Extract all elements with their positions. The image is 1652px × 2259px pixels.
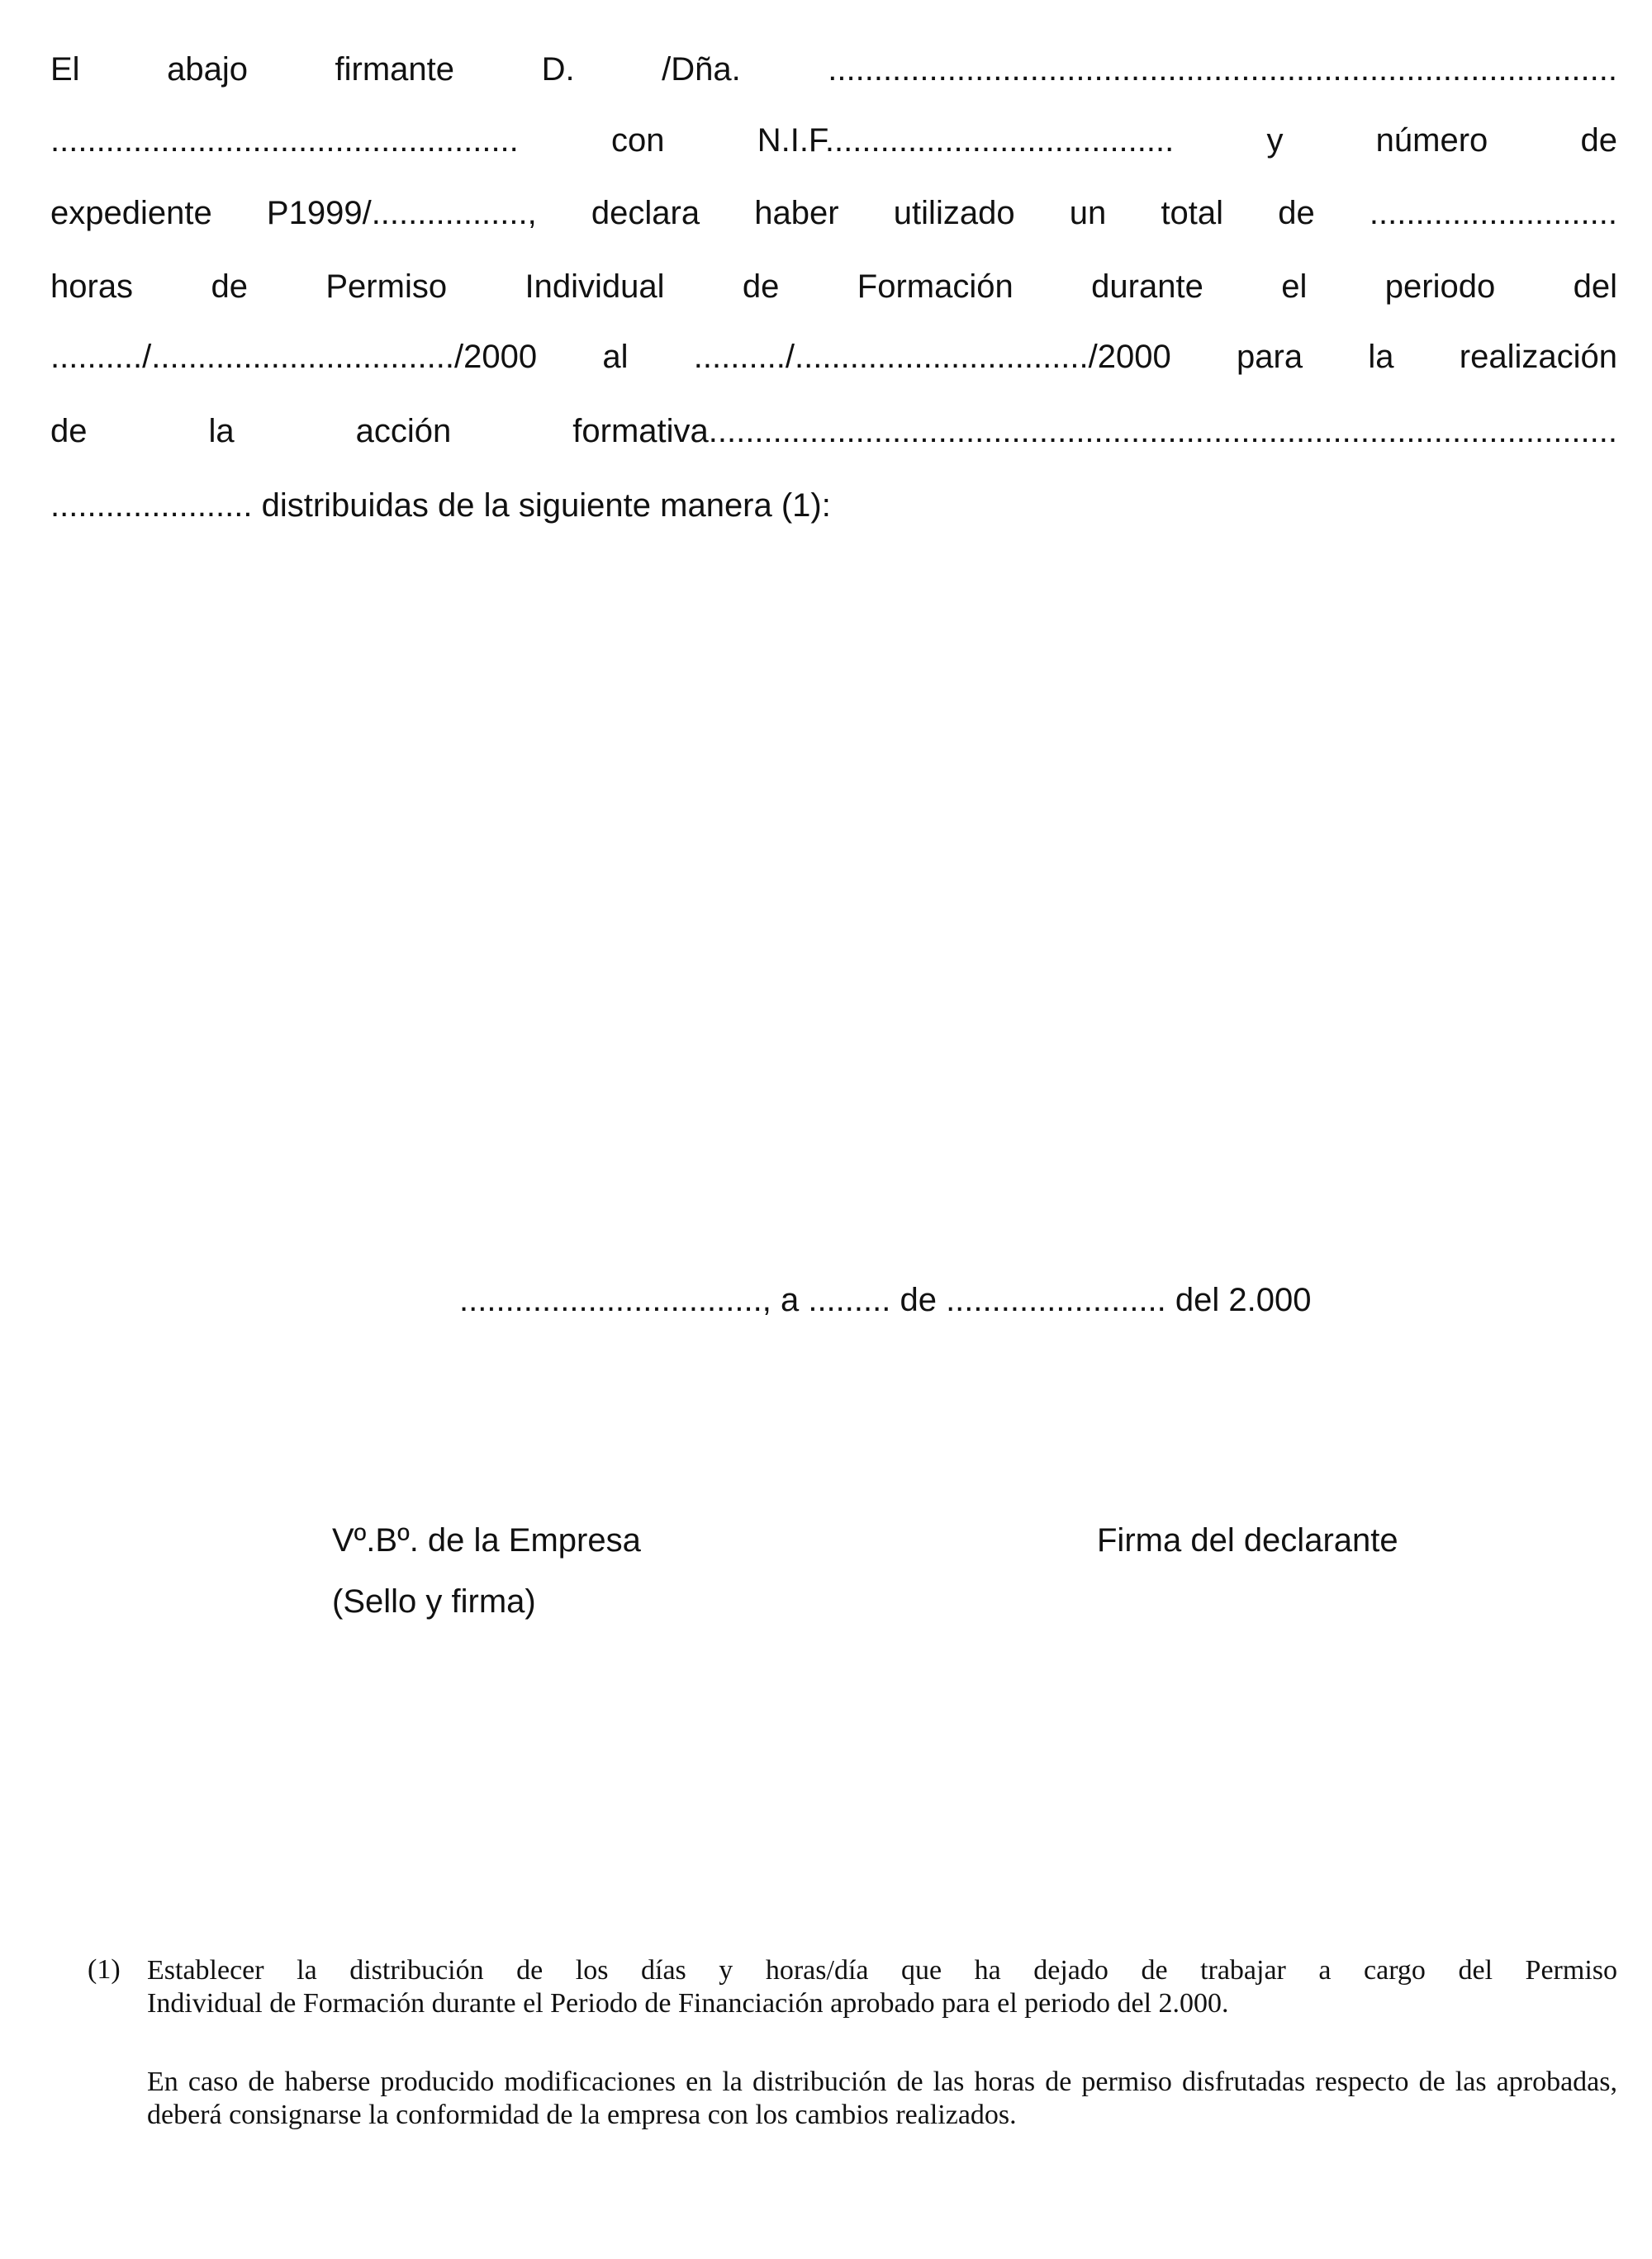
footnote-marker: (1)	[88, 1954, 121, 1985]
declaration-line-expediente: expediente P1999/................., declara haber utilizado un total de ...........................	[50, 195, 1617, 231]
declaration-line-hours: horas de Permiso Individual de Formación durante el periodo del	[50, 268, 1617, 305]
declaration-line-distribution: ...................... distribuidas de la siguiente manera (1):	[50, 487, 831, 524]
footnote-text-line2: Individual de Formación durante el Periodo de Financiación aprobado para el periodo del 2.000.	[147, 1988, 1229, 2019]
declaration-line-name: El abajo firmante D. /Dña. ......................................................................................	[50, 51, 1617, 88]
footnote-text-line1: Establecer la distribución de los días y horas/día que ha dejado de trabajar a cargo del Permiso	[147, 1955, 1617, 1986]
declaration-line-action: de la acción formativa...................................................................................................	[50, 413, 1617, 449]
company-signature-sub: (Sello y firma)	[332, 1583, 536, 1620]
declarant-signature-label: Firma del declarante	[1097, 1522, 1398, 1559]
footnote-text-note: En caso de haberse producido modificaciones en la distribución de las horas de permiso disfrutadas respecto de las aprobadas, deberá consignarse la conformidad de la empresa con los cambios realizados.	[147, 2067, 1617, 2130]
company-signature-label: Vº.Bº. de la Empresa	[332, 1522, 641, 1559]
declaration-line-period: ........../................................./2000 al ........../................................/2000 para la realización	[50, 339, 1617, 375]
declaration-line-nif: ................................................... con N.I.F...................................... y número de	[50, 122, 1617, 159]
date-line: ................................., a ......... de ........................ del 2.000	[459, 1282, 1312, 1318]
